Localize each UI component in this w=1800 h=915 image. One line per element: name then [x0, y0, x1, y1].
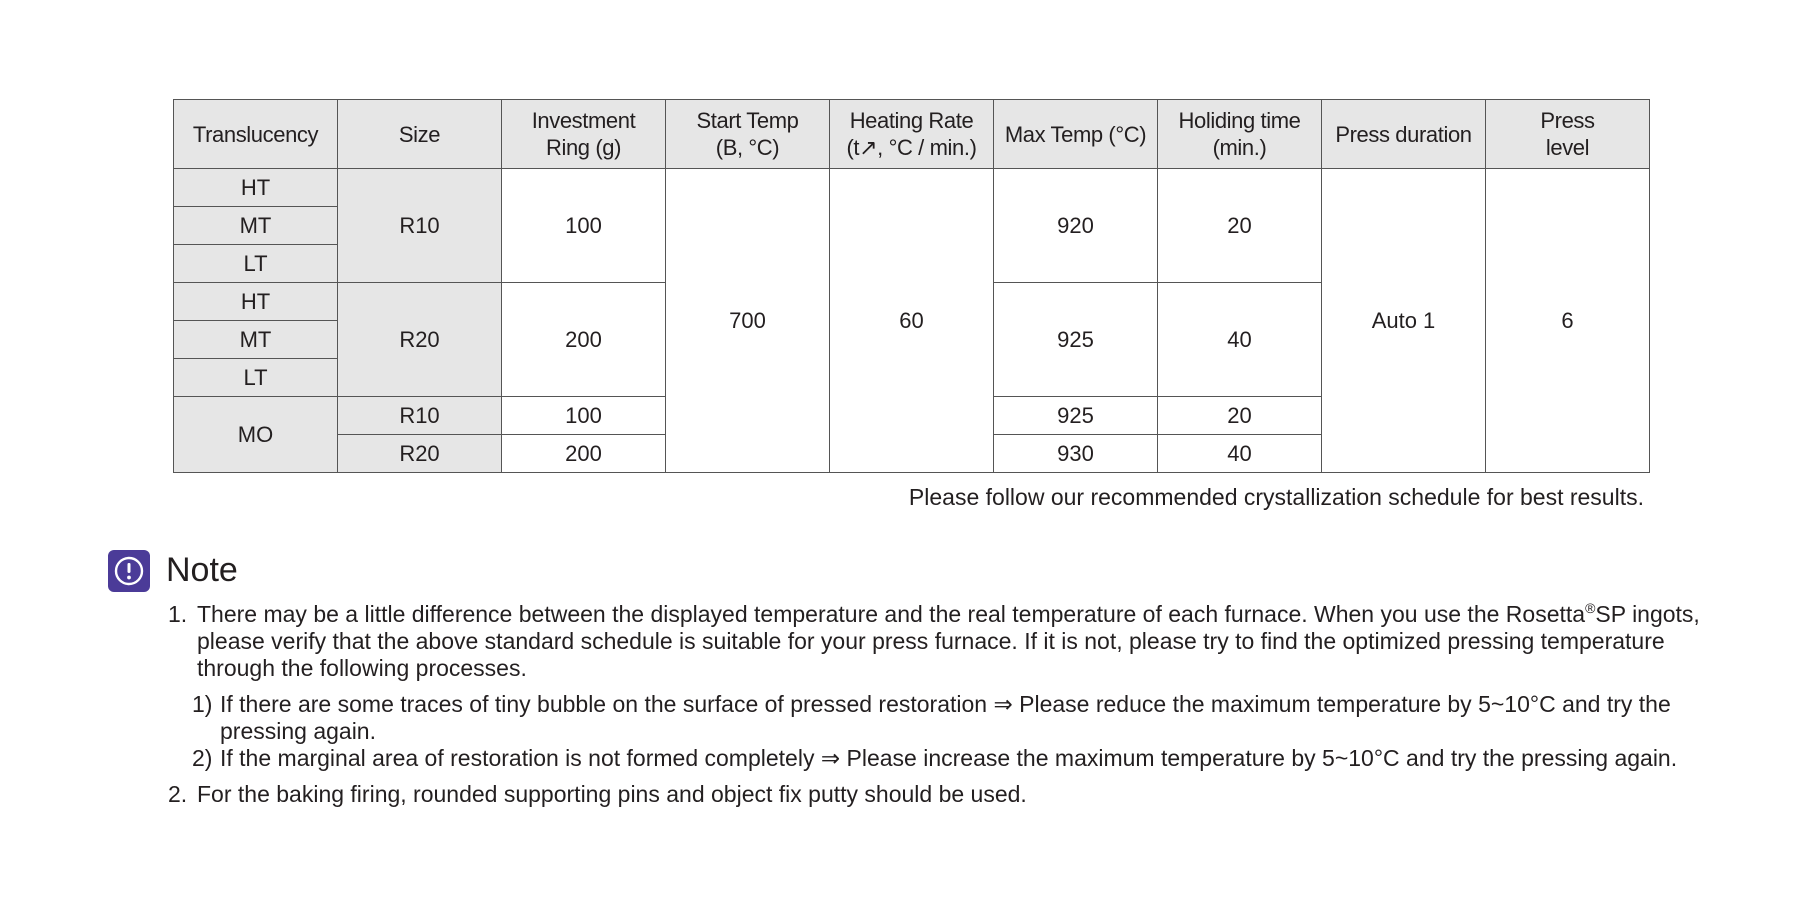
- translucency-cell: HT: [174, 169, 338, 207]
- note-subitem-text: If the marginal area of restoration is not formed completely ⇒ Please increase the maximum temperature by 5~10°C and try the pressing again.: [220, 745, 1678, 771]
- list-number: 1.: [168, 601, 188, 627]
- registered-mark: ®: [1585, 600, 1596, 616]
- translucency-cell: LT: [174, 245, 338, 283]
- note-item-text: SP ingots, please verify that the above standard schedule is suitable for your press furnace. If it is not, please try to find the optimized pressing temperature through the following processes.: [197, 601, 1700, 681]
- size-cell: R10: [338, 169, 502, 283]
- translucency-cell: MT: [174, 207, 338, 245]
- exclamation-circle-icon: [108, 550, 150, 592]
- note-sub-list: [168, 691, 1728, 772]
- press-duration-cell: Auto 1: [1322, 169, 1486, 473]
- list-number: 2.: [168, 781, 188, 807]
- table-header: [174, 100, 1650, 169]
- translucency-cell: LT: [174, 359, 338, 397]
- firing-schedule-table: [173, 99, 1650, 473]
- table-row: [174, 169, 1650, 207]
- header-heating-rate: Heating Rate (t↗, °C / min.): [830, 100, 994, 169]
- header-start-temp: Start Temp (B, °C): [666, 100, 830, 169]
- note-subitem-2: [168, 745, 1728, 772]
- header-investment-ring: Investment Ring (g): [502, 100, 666, 169]
- size-cell: R10: [338, 397, 502, 435]
- press-level-cell: 6: [1486, 169, 1650, 473]
- max-temp-cell: 925: [994, 283, 1158, 397]
- header-max-temp: Max Temp (°C): [994, 100, 1158, 169]
- size-cell: R20: [338, 283, 502, 397]
- header-size: Size: [338, 100, 502, 169]
- investment-ring-cell: 200: [502, 283, 666, 397]
- note-item-text: There may be a little difference between the displayed temperature and the real temperature of each furnace. When you use the Rosetta: [197, 601, 1586, 627]
- holding-time-cell: 40: [1158, 283, 1322, 397]
- heating-rate-cell: 60: [830, 169, 994, 473]
- table-footnote: Please follow our recommended crystallization schedule for best results.: [908, 484, 1644, 510]
- translucency-cell: MT: [174, 321, 338, 359]
- investment-ring-cell: 100: [502, 397, 666, 435]
- note-subitem-1: [168, 691, 1728, 745]
- header-press-duration: Press duration: [1322, 100, 1486, 169]
- list-number: 2): [192, 745, 213, 771]
- investment-ring-cell: 200: [502, 435, 666, 473]
- holding-time-cell: 40: [1158, 435, 1322, 473]
- list-number: 1): [192, 691, 213, 717]
- start-temp-cell: 700: [666, 169, 830, 473]
- note-title: Note: [166, 551, 238, 589]
- table-body: [174, 169, 1650, 473]
- header-holding-time: Holiding time (min.): [1158, 100, 1322, 169]
- header-row: [174, 100, 1650, 169]
- max-temp-cell: 925: [994, 397, 1158, 435]
- investment-ring-cell: 100: [502, 169, 666, 283]
- note-subitem-text: If there are some traces of tiny bubble on the surface of pressed restoration ⇒ Please reduce the maximum temperature by 5~10°C and try the pressing again.: [220, 691, 1671, 744]
- note-list: [168, 601, 1728, 808]
- note-item-2: [168, 781, 1728, 808]
- max-temp-cell: 930: [994, 435, 1158, 473]
- size-cell: R20: [338, 435, 502, 473]
- header-press-level: Press level: [1486, 100, 1650, 169]
- header-translucency: Translucency: [174, 100, 338, 169]
- max-temp-cell: 920: [994, 169, 1158, 283]
- translucency-cell: MO: [174, 397, 338, 473]
- note-item-text: For the baking firing, rounded supporting pins and object fix putty should be used.: [197, 781, 1027, 807]
- translucency-cell: HT: [174, 283, 338, 321]
- holding-time-cell: 20: [1158, 169, 1322, 283]
- holding-time-cell: 20: [1158, 397, 1322, 435]
- note-item-1: [168, 601, 1728, 682]
